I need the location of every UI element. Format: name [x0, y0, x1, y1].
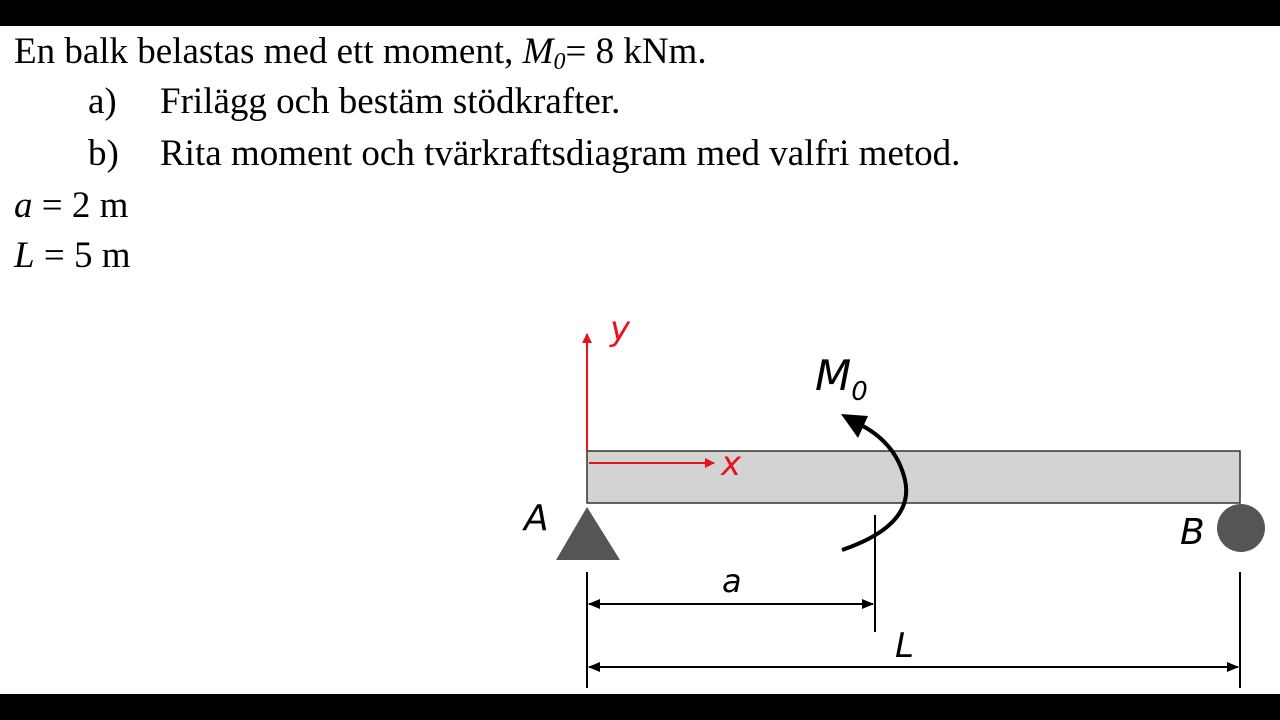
param-L-value: = 5 m [43, 235, 131, 276]
problem-intro: En balk belastas med ett moment, [14, 31, 523, 72]
moment-symbol: M [522, 31, 554, 72]
task-b-marker: b) [88, 133, 119, 174]
dimension-L-label: L [895, 626, 914, 666]
support-B-roller [1217, 504, 1265, 552]
support-A-pin [556, 507, 620, 560]
beam [587, 451, 1240, 503]
x-axis-label: x [721, 444, 742, 484]
moment-subscript: 0 [553, 49, 566, 75]
support-A-label: A [524, 498, 549, 539]
dimension-a-label: a [722, 562, 742, 600]
param-a-value: = 2 m [41, 185, 129, 226]
task-b-text: Rita moment och tvärkraftsdiagram med valfri metod. [160, 133, 961, 174]
task-a-text: Frilägg och bestäm stödkrafter. [160, 81, 621, 122]
support-B-label: B [1180, 512, 1205, 553]
moment-label-symbol: M [815, 351, 852, 400]
param-a-symbol: a [14, 185, 33, 226]
param-L-symbol: L [14, 235, 35, 276]
task-a-marker: a) [88, 81, 117, 122]
moment-label-subscript: 0 [851, 377, 868, 407]
moment-label [815, 351, 868, 407]
moment-value: = 8 kNm. [565, 31, 707, 72]
y-axis-label: y [610, 309, 631, 349]
